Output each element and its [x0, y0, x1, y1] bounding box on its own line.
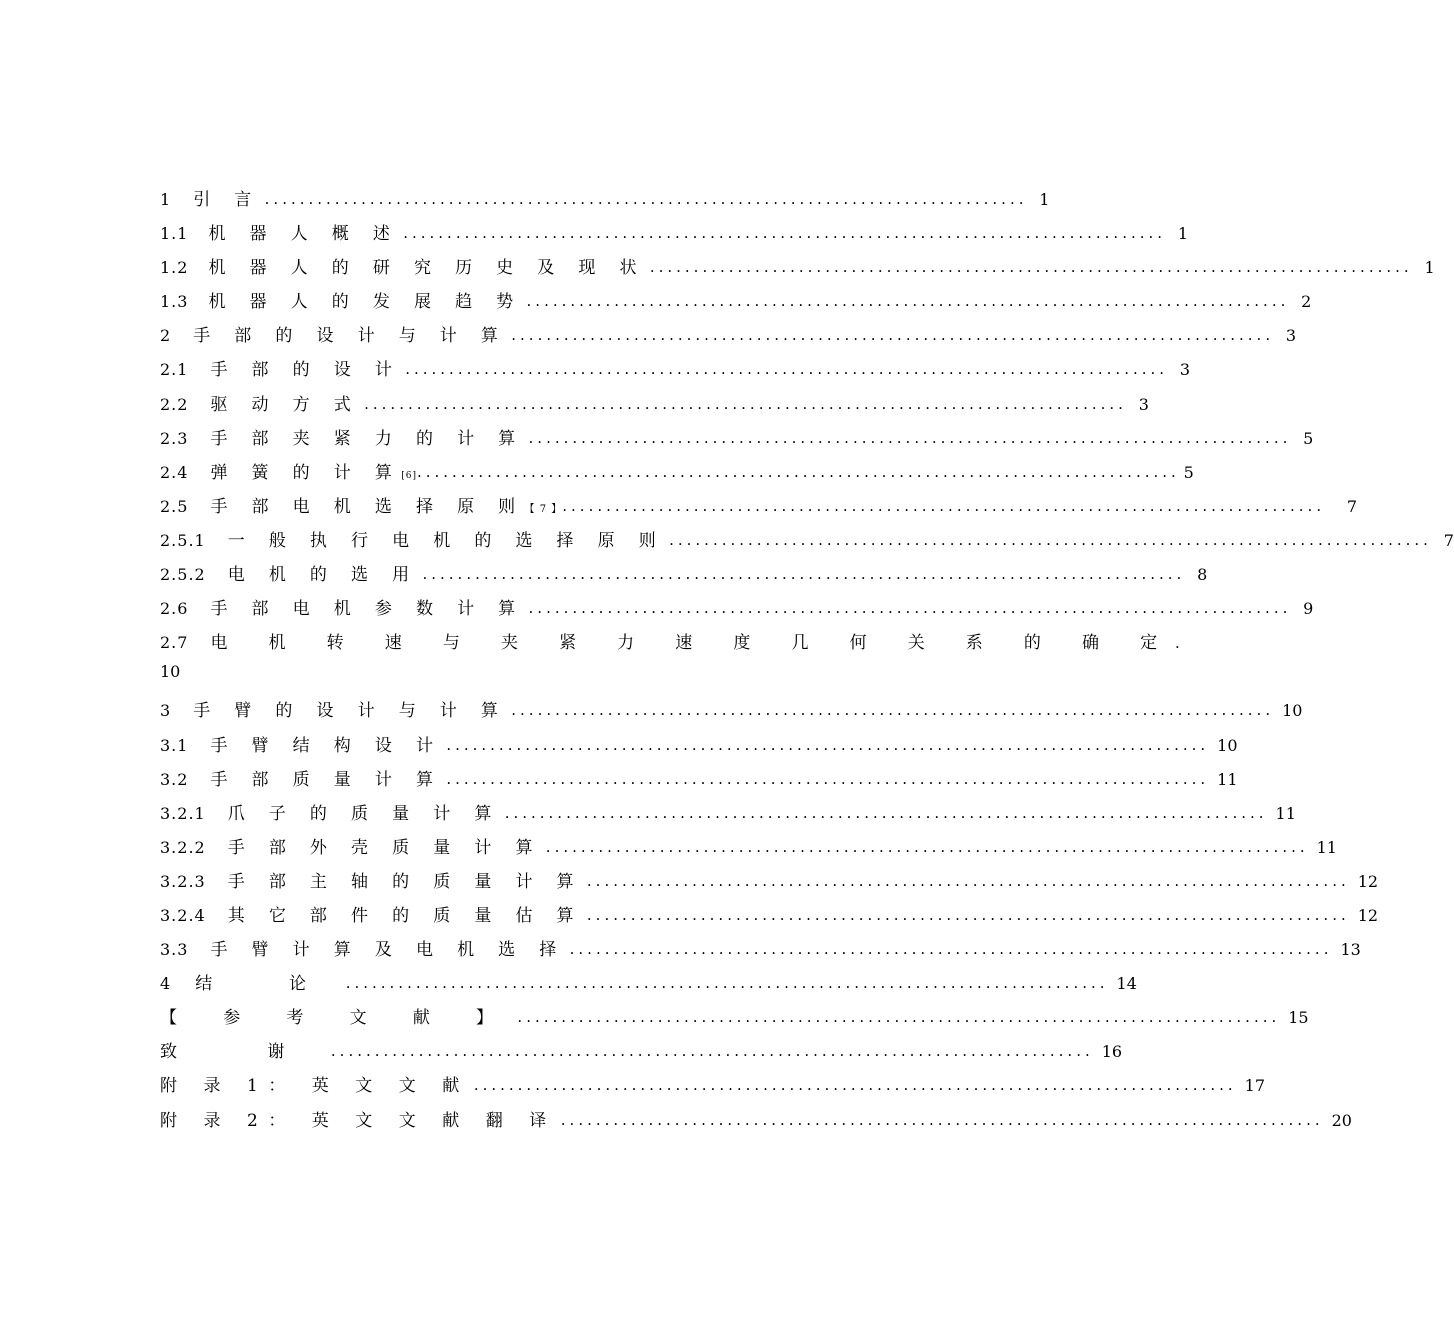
toc-leader-dots: .......................................................................................: [264, 190, 1028, 208]
toc-leader-dots: .......................................................................................: [504, 803, 1268, 822]
toc-entry-page: 11: [1275, 803, 1296, 823]
toc-entry[interactable]: [160, 253, 1435, 287]
toc-leader-dots: .......................................................................................: [446, 769, 1210, 788]
toc-entry-page: 9: [1303, 599, 1314, 619]
toc-leader-dots: .......................................................................................: [345, 974, 1109, 993]
toc-entry-page: 15: [1288, 1008, 1309, 1028]
toc-entry-title: 机 器 人 的 发 展 趋 势: [208, 292, 523, 313]
toc-entry-page: 12: [1357, 871, 1379, 891]
toc-entry-page: 3: [1138, 394, 1149, 414]
toc-entry[interactable]: [160, 1106, 1352, 1140]
toc-entry-number: 2.3: [160, 428, 189, 448]
toc-entry[interactable]: [160, 390, 1149, 424]
toc-leader-dots: .......................................................................................: [364, 394, 1127, 413]
toc-entry[interactable]: [160, 1071, 1265, 1105]
toc-entry[interactable]: [160, 696, 1303, 730]
toc-entry-page: 11: [1316, 837, 1337, 857]
toc-entry-number: 2.5.1: [160, 530, 206, 550]
toc-entry-page: 10: [160, 662, 181, 682]
toc-entry-number: 3.2.1: [160, 803, 206, 823]
toc-entry-page: 5: [1303, 428, 1314, 448]
toc-entry-number: 3.3: [160, 940, 189, 960]
toc-entry-page: 7: [1443, 530, 1454, 550]
toc-entry[interactable]: [160, 321, 1297, 355]
toc-entry-page: 8: [1197, 565, 1208, 585]
toc-entry-number: 3.2.3: [160, 871, 206, 891]
toc-entry-number: 4: [160, 974, 172, 994]
toc-entry-number: 3: [160, 701, 172, 721]
toc-entry-page: 16: [1101, 1042, 1123, 1062]
toc-leader-dots: .......................................................................................: [405, 360, 1169, 379]
toc-leader-dots: .......................................................................................: [422, 565, 1186, 584]
toc-entry-title: 一 般 执 行 电 机 的 选 择 原 则: [227, 530, 666, 551]
toc-entry-title: 其 它 部 件 的 质 量 估 算: [227, 905, 583, 926]
toc-entry[interactable]: [160, 594, 1314, 628]
toc-entry-page: 20: [1331, 1110, 1352, 1130]
toc-entry[interactable]: [160, 287, 1312, 321]
toc-entry-title: 附 录 2： 英 文 文 献 翻 译: [160, 1110, 557, 1131]
toc-entry-page: 7: [1346, 496, 1358, 516]
toc-entry[interactable]: [160, 492, 1358, 526]
toc-entry-page: 17: [1244, 1076, 1265, 1096]
citation-marker: [6]: [401, 470, 417, 481]
toc-entry-title: 致 谢: [160, 1042, 327, 1063]
toc-leader-dots: .......................................................................................: [526, 292, 1290, 311]
toc-entry[interactable]: [160, 799, 1296, 833]
toc-entry-title: 结 论: [195, 974, 342, 995]
toc-entry-number: 2.4: [160, 462, 189, 482]
toc-entry-page: 5: [1183, 462, 1194, 482]
toc-leader-dots: .......................................................................................: [560, 1110, 1324, 1129]
toc-leader-dots: .......................................................................................: [586, 905, 1350, 924]
toc-entry-page: 14: [1116, 974, 1137, 994]
toc-leader-dots: .......................................................................................: [669, 530, 1432, 549]
toc-entry-title: 手 部 质 量 计 算: [210, 769, 443, 790]
toc-entry[interactable]: [160, 901, 1379, 935]
toc-entry-title: 电 机 的 选 用: [227, 565, 419, 586]
toc-entry[interactable]: [160, 833, 1337, 867]
toc-entry-number: 3.2: [160, 769, 189, 789]
toc-entry-title: 机 器 人 的 研 究 历 史 及 现 状: [208, 258, 646, 279]
toc-entry-number: 2.6: [160, 599, 189, 619]
toc-entry-page: 3: [1179, 360, 1191, 380]
toc-entry-title: 电 机 转 速 与 夹 紧 力 速 度 几 何 关 系 的 确 定: [210, 633, 1175, 654]
toc-entry-page: 13: [1340, 940, 1361, 960]
toc-entry-title: 驱 动 方 式: [210, 394, 361, 415]
toc-leader-dots: .......................................................................................: [545, 837, 1309, 856]
toc-entry-title: 机 器 人 概 述: [208, 224, 400, 245]
toc-leader-dots: .: [1174, 634, 1180, 653]
toc-entry-page: 2: [1301, 292, 1312, 312]
toc-leader-dots: .......................................................................................: [528, 428, 1292, 447]
toc-entry-number: 2.2: [160, 394, 189, 414]
toc-entry-number: 1: [160, 190, 172, 209]
toc-entry-page: 11: [1217, 769, 1238, 789]
toc-entry[interactable]: [160, 731, 1238, 765]
toc-entry[interactable]: [160, 424, 1314, 458]
toc-entry-number: 3.2.4: [160, 905, 206, 925]
toc-leader-dots: .......................................................................................: [517, 1008, 1281, 1027]
toc-entry[interactable]: [160, 1037, 1123, 1071]
toc-entry[interactable]: [160, 628, 1180, 662]
toc-entry-page: 1: [1424, 258, 1435, 278]
toc-entry-page: 3: [1285, 326, 1297, 346]
toc-entry-title: 手 部 的 设 计: [210, 360, 402, 381]
toc-entry-number: 2.7: [160, 633, 189, 653]
toc-entry[interactable]: [160, 1003, 1309, 1037]
toc-entry-title: 爪 子 的 质 量 计 算: [227, 803, 501, 824]
toc-entry-page-wrap: [160, 662, 850, 696]
toc-entry-number: 2.5.2: [160, 565, 206, 585]
toc-entry-title: 手 臂 的 设 计 与 计 算: [193, 701, 508, 722]
toc-entry-number: 3.2.2: [160, 837, 206, 857]
toc-entry[interactable]: [160, 526, 1454, 560]
toc-leader-dots: .......................................................................................: [562, 496, 1326, 515]
toc-entry-number: 1.1: [160, 224, 189, 244]
toc-leader-dots: .......................................................................................: [511, 701, 1275, 720]
toc-entry-number: 3.1: [160, 735, 189, 755]
citation-marker: 【 7 】: [524, 503, 563, 515]
toc-entry[interactable]: [160, 185, 1050, 219]
toc-entry-title: 手 部 夹 紧 力 的 计 算: [210, 428, 525, 449]
toc-entry-number: 2.1: [160, 360, 189, 380]
table-of-contents: [160, 185, 1454, 1140]
toc-leader-dots: .......................................................................................: [511, 326, 1275, 345]
toc-entry-page: 10: [1282, 701, 1303, 721]
toc-entry[interactable]: [160, 219, 1189, 253]
toc-entry-title: 手 臂 计 算 及 电 机 选 择: [210, 940, 566, 961]
toc-leader-dots: .......................................................................................: [446, 735, 1210, 754]
toc-entry[interactable]: [160, 765, 1238, 799]
toc-entry-page: 10: [1217, 735, 1238, 755]
toc-leader-dots: .......................................................................................: [416, 462, 1180, 481]
toc-entry-title: 手 臂 结 构 设 计: [210, 735, 443, 756]
toc-entry-title: 手 部 电 机 选 择 原 则: [210, 496, 525, 517]
toc-leader-dots: .......................................................................................: [649, 258, 1413, 277]
toc-leader-dots: .......................................................................................: [586, 871, 1350, 890]
toc-entry[interactable]: [160, 867, 1379, 901]
toc-leader-dots: .......................................................................................: [473, 1076, 1237, 1095]
toc-entry-number: 1.2: [160, 258, 189, 278]
toc-entry-page: 1: [1039, 190, 1050, 209]
toc-entry[interactable]: [160, 935, 1361, 969]
toc-entry-number: 2.5: [160, 496, 189, 516]
toc-entry-title: 【 参 考 文 献 】: [160, 1008, 514, 1029]
toc-entry-title: 引 言: [193, 190, 261, 210]
toc-entry-page: 1: [1177, 224, 1189, 244]
toc-entry-number: 2: [160, 326, 172, 346]
toc-entry[interactable]: [160, 969, 1137, 1003]
toc-entry-title: 附 录 1： 英 文 文 献: [160, 1076, 470, 1097]
toc-entry-title: 弹 簧 的 计 算: [210, 462, 402, 483]
toc-entry[interactable]: [160, 560, 1208, 594]
toc-entry-number: 1.3: [160, 292, 189, 312]
toc-entry-title: 手 部 外 壳 质 量 计 算: [227, 837, 542, 858]
toc-entry[interactable]: [160, 355, 1191, 389]
toc-entry-page: 12: [1357, 905, 1379, 925]
toc-entry-title: 手 部 的 设 计 与 计 算: [193, 326, 508, 347]
toc-entry[interactable]: [160, 458, 1194, 492]
toc-leader-dots: .......................................................................................: [569, 940, 1333, 959]
toc-leader-dots: .......................................................................................: [403, 224, 1167, 243]
toc-entry-title: 手 部 电 机 参 数 计 算: [210, 599, 525, 620]
toc-leader-dots: .......................................................................................: [528, 599, 1292, 618]
toc-entry-title: 手 部 主 轴 的 质 量 计 算: [227, 871, 583, 892]
toc-leader-dots: .......................................................................................: [330, 1042, 1094, 1061]
